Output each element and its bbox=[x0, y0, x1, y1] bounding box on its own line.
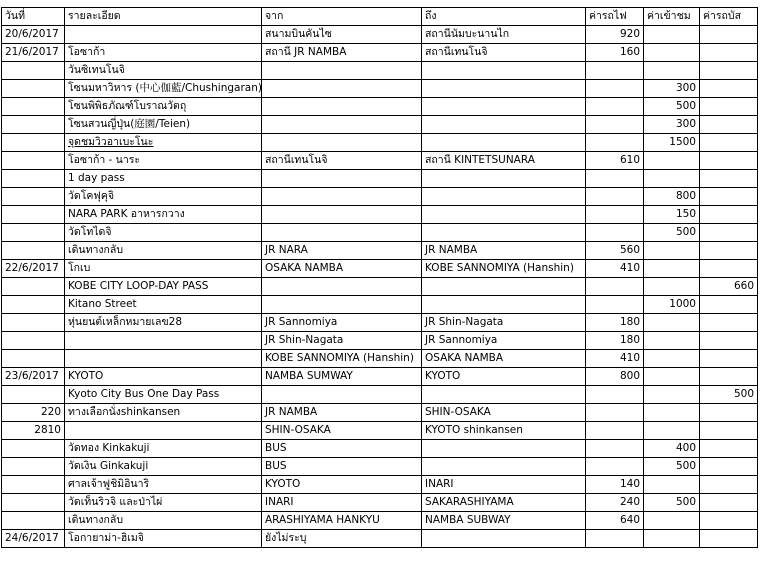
date-cell[interactable] bbox=[2, 314, 65, 332]
date-cell[interactable]: 24/6/2017 bbox=[2, 530, 65, 548]
to-cell[interactable]: NAMBA SUBWAY bbox=[422, 512, 586, 530]
table-row bbox=[2, 386, 758, 404]
bus-fare-cell[interactable] bbox=[700, 296, 758, 314]
date-cell[interactable] bbox=[2, 458, 65, 476]
admission-fee-cell[interactable] bbox=[644, 314, 700, 332]
date-cell[interactable]: 2810 bbox=[2, 422, 65, 440]
bus-fare-cell[interactable] bbox=[700, 188, 758, 206]
train-fare-cell[interactable]: 240 bbox=[586, 494, 644, 512]
date-cell[interactable]: 20/6/2017 bbox=[2, 26, 65, 44]
to-cell[interactable] bbox=[422, 80, 586, 98]
to-cell[interactable]: JR Shin-Nagata bbox=[422, 314, 586, 332]
from-cell[interactable] bbox=[262, 278, 422, 296]
bus-fare-cell[interactable] bbox=[700, 458, 758, 476]
admission-fee-cell[interactable] bbox=[644, 422, 700, 440]
detail-cell[interactable]: NARA PARK อาหารกวาง bbox=[65, 206, 262, 224]
admission-fee-cell[interactable] bbox=[644, 512, 700, 530]
table-row bbox=[2, 188, 758, 206]
bus-fare-cell[interactable] bbox=[700, 494, 758, 512]
table-row bbox=[2, 134, 758, 152]
date-cell[interactable] bbox=[2, 98, 65, 116]
bus-fare-cell[interactable] bbox=[700, 404, 758, 422]
train-fare-cell[interactable] bbox=[586, 440, 644, 458]
to-cell[interactable]: KYOTO bbox=[422, 368, 586, 386]
date-cell[interactable] bbox=[2, 332, 65, 350]
bus-fare-cell[interactable] bbox=[700, 116, 758, 134]
date-cell[interactable] bbox=[2, 512, 65, 530]
from-cell[interactable] bbox=[262, 80, 422, 98]
header-date[interactable]: วันที่ bbox=[2, 8, 65, 26]
admission-fee-cell[interactable] bbox=[644, 278, 700, 296]
bus-fare-cell[interactable] bbox=[700, 242, 758, 260]
date-cell[interactable] bbox=[2, 494, 65, 512]
admission-fee-cell[interactable] bbox=[644, 386, 700, 404]
date-cell[interactable] bbox=[2, 242, 65, 260]
date-cell[interactable] bbox=[2, 278, 65, 296]
detail-cell[interactable]: โอซาก้า bbox=[65, 44, 262, 62]
detail-cell[interactable]: โซนพิพิธภัณฑ์โบราณวัตถุ bbox=[65, 98, 262, 116]
admission-fee-cell[interactable] bbox=[644, 152, 700, 170]
detail-cell[interactable]: วัดเงิน Ginkakuji bbox=[65, 458, 262, 476]
date-cell[interactable] bbox=[2, 80, 65, 98]
detail-cell[interactable] bbox=[65, 422, 262, 440]
to-cell[interactable] bbox=[422, 170, 586, 188]
table-row bbox=[2, 152, 758, 170]
from-cell[interactable]: KOBE SANNOMIYA (Hanshin) bbox=[262, 350, 422, 368]
bus-fare-cell[interactable] bbox=[700, 26, 758, 44]
date-cell[interactable]: 21/6/2017 bbox=[2, 44, 65, 62]
to-cell[interactable]: สถานีนัมบะนานไก bbox=[422, 26, 586, 44]
train-fare-cell[interactable] bbox=[586, 134, 644, 152]
table-row bbox=[2, 80, 758, 98]
train-fare-cell[interactable] bbox=[586, 422, 644, 440]
to-cell[interactable] bbox=[422, 458, 586, 476]
table-row bbox=[2, 314, 758, 332]
to-cell[interactable] bbox=[422, 188, 586, 206]
table-row bbox=[2, 530, 758, 548]
train-fare-cell[interactable] bbox=[586, 206, 644, 224]
admission-fee-cell[interactable]: 1500 bbox=[644, 134, 700, 152]
bus-fare-cell[interactable] bbox=[700, 368, 758, 386]
header-from[interactable]: จาก bbox=[262, 8, 422, 26]
bus-fare-cell[interactable]: 660 bbox=[700, 278, 758, 296]
detail-cell[interactable]: 1 day pass bbox=[65, 170, 262, 188]
bus-fare-cell[interactable] bbox=[700, 170, 758, 188]
admission-fee-cell[interactable] bbox=[644, 62, 700, 80]
bus-fare-cell[interactable] bbox=[700, 530, 758, 548]
from-cell[interactable]: BUS bbox=[262, 458, 422, 476]
admission-fee-cell[interactable] bbox=[644, 368, 700, 386]
admission-fee-cell[interactable]: 500 bbox=[644, 224, 700, 242]
to-cell[interactable]: SAKARASHIYAMA bbox=[422, 494, 586, 512]
detail-cell[interactable]: ทางเลือกนั่งshinkansen bbox=[65, 404, 262, 422]
from-cell[interactable] bbox=[262, 62, 422, 80]
to-cell[interactable]: SHIN-OSAKA bbox=[422, 404, 586, 422]
date-cell[interactable] bbox=[2, 134, 65, 152]
bus-fare-cell[interactable] bbox=[700, 260, 758, 278]
train-fare-cell[interactable]: 610 bbox=[586, 152, 644, 170]
header-bus-fare[interactable]: ค่ารถบัส bbox=[700, 8, 758, 26]
train-fare-cell[interactable] bbox=[586, 224, 644, 242]
table-row bbox=[2, 44, 758, 62]
table-row bbox=[2, 98, 758, 116]
admission-fee-cell[interactable] bbox=[644, 170, 700, 188]
date-cell[interactable] bbox=[2, 62, 65, 80]
table-row bbox=[2, 422, 758, 440]
table-row bbox=[2, 512, 758, 530]
date-cell[interactable] bbox=[2, 116, 65, 134]
train-fare-cell[interactable] bbox=[586, 296, 644, 314]
itinerary-table bbox=[1, 7, 758, 548]
date-cell[interactable] bbox=[2, 188, 65, 206]
admission-fee-cell[interactable] bbox=[644, 242, 700, 260]
train-fare-cell[interactable]: 800 bbox=[586, 368, 644, 386]
from-cell[interactable]: JR Sannomiya bbox=[262, 314, 422, 332]
admission-fee-cell[interactable] bbox=[644, 260, 700, 278]
bus-fare-cell[interactable] bbox=[700, 440, 758, 458]
date-cell[interactable]: 23/6/2017 bbox=[2, 368, 65, 386]
to-cell[interactable] bbox=[422, 134, 586, 152]
to-cell[interactable]: สถานีเทนโนจิ bbox=[422, 44, 586, 62]
from-cell[interactable]: ARASHIYAMA HANKYU bbox=[262, 512, 422, 530]
header-detail[interactable]: รายละเอียด bbox=[65, 8, 262, 26]
train-fare-cell[interactable] bbox=[586, 530, 644, 548]
detail-cell[interactable]: โซนมหาวิหาร (中心伽藍/Chushingaran) bbox=[65, 80, 262, 98]
from-cell[interactable]: JR NARA bbox=[262, 242, 422, 260]
train-fare-cell[interactable] bbox=[586, 98, 644, 116]
to-cell[interactable] bbox=[422, 296, 586, 314]
table-row bbox=[2, 170, 758, 188]
to-cell[interactable]: OSAKA NAMBA bbox=[422, 350, 586, 368]
detail-cell[interactable]: โอซาก้า - นาระ bbox=[65, 152, 262, 170]
to-cell[interactable]: JR NAMBA bbox=[422, 242, 586, 260]
from-cell[interactable] bbox=[262, 170, 422, 188]
admission-fee-cell[interactable] bbox=[644, 26, 700, 44]
to-cell[interactable] bbox=[422, 386, 586, 404]
admission-fee-cell[interactable]: 800 bbox=[644, 188, 700, 206]
table-row bbox=[2, 404, 758, 422]
train-fare-cell[interactable] bbox=[586, 80, 644, 98]
admission-fee-cell[interactable] bbox=[644, 44, 700, 62]
table-row bbox=[2, 224, 758, 242]
detail-cell[interactable] bbox=[65, 350, 262, 368]
detail-cell[interactable]: วัดทอง Kinkakuji bbox=[65, 440, 262, 458]
detail-cell[interactable]: KYOTO bbox=[65, 368, 262, 386]
admission-fee-cell[interactable]: 150 bbox=[644, 206, 700, 224]
train-fare-cell[interactable]: 560 bbox=[586, 242, 644, 260]
table-row bbox=[2, 206, 758, 224]
date-cell[interactable] bbox=[2, 476, 65, 494]
table-row bbox=[2, 242, 758, 260]
to-cell[interactable] bbox=[422, 116, 586, 134]
from-cell[interactable] bbox=[262, 134, 422, 152]
detail-cell[interactable]: KOBE CITY LOOP-DAY PASS bbox=[65, 278, 262, 296]
bus-fare-cell[interactable] bbox=[700, 152, 758, 170]
admission-fee-cell[interactable]: 500 bbox=[644, 98, 700, 116]
to-cell[interactable]: JR Sannomiya bbox=[422, 332, 586, 350]
detail-cell[interactable]: โอกายาม่า-ฮิเมจิ bbox=[65, 530, 262, 548]
admission-fee-cell[interactable] bbox=[644, 350, 700, 368]
detail-cell[interactable]: โซนสวนญี่ปุ่น(庭園/Teien) bbox=[65, 116, 262, 134]
train-fare-cell[interactable]: 180 bbox=[586, 332, 644, 350]
detail-cell[interactable]: วัดเท็นริวจิ และป่าไผ่ bbox=[65, 494, 262, 512]
to-cell[interactable] bbox=[422, 530, 586, 548]
header-train-fare[interactable]: ค่ารถไฟ bbox=[586, 8, 644, 26]
detail-cell[interactable]: หุ่นยนต์เหล็กหมายเลข28 bbox=[65, 314, 262, 332]
from-cell[interactable]: KYOTO bbox=[262, 476, 422, 494]
train-fare-cell[interactable] bbox=[586, 278, 644, 296]
from-cell[interactable] bbox=[262, 98, 422, 116]
from-cell[interactable] bbox=[262, 188, 422, 206]
from-cell[interactable] bbox=[262, 224, 422, 242]
admission-fee-cell[interactable]: 300 bbox=[644, 80, 700, 98]
train-fare-cell[interactable] bbox=[586, 62, 644, 80]
from-cell[interactable]: สนามบินคันไซ bbox=[262, 26, 422, 44]
detail-cell[interactable]: Kitano Street bbox=[65, 296, 262, 314]
bus-fare-cell[interactable] bbox=[700, 98, 758, 116]
date-cell[interactable] bbox=[2, 350, 65, 368]
train-fare-cell[interactable]: 410 bbox=[586, 260, 644, 278]
detail-cell[interactable] bbox=[65, 26, 262, 44]
admission-fee-cell[interactable]: 1000 bbox=[644, 296, 700, 314]
train-fare-cell[interactable]: 640 bbox=[586, 512, 644, 530]
from-cell[interactable]: NAMBA SUMWAY bbox=[262, 368, 422, 386]
from-cell[interactable] bbox=[262, 296, 422, 314]
header-row bbox=[2, 8, 758, 26]
from-cell[interactable] bbox=[262, 386, 422, 404]
bus-fare-cell[interactable] bbox=[700, 512, 758, 530]
date-cell[interactable] bbox=[2, 296, 65, 314]
admission-fee-cell[interactable]: 500 bbox=[644, 494, 700, 512]
date-cell[interactable]: 22/6/2017 bbox=[2, 260, 65, 278]
detail-cell[interactable]: Kyoto City Bus One Day Pass bbox=[65, 386, 262, 404]
train-fare-cell[interactable] bbox=[586, 170, 644, 188]
bus-fare-cell[interactable] bbox=[700, 62, 758, 80]
date-cell[interactable]: 220 bbox=[2, 404, 65, 422]
date-cell[interactable] bbox=[2, 152, 65, 170]
to-cell[interactable] bbox=[422, 224, 586, 242]
bus-fare-cell[interactable] bbox=[700, 134, 758, 152]
admission-fee-cell[interactable]: 500 bbox=[644, 458, 700, 476]
detail-cell[interactable]: เดินทางกลับ bbox=[65, 512, 262, 530]
train-fare-cell[interactable]: 180 bbox=[586, 314, 644, 332]
to-cell[interactable] bbox=[422, 98, 586, 116]
bus-fare-cell[interactable] bbox=[700, 350, 758, 368]
from-cell[interactable]: OSAKA NAMBA bbox=[262, 260, 422, 278]
date-cell[interactable] bbox=[2, 224, 65, 242]
detail-cell[interactable]: โกเบ bbox=[65, 260, 262, 278]
admission-fee-cell[interactable]: 300 bbox=[644, 116, 700, 134]
date-cell[interactable] bbox=[2, 170, 65, 188]
train-fare-cell[interactable] bbox=[586, 188, 644, 206]
from-cell[interactable] bbox=[262, 206, 422, 224]
admission-fee-cell[interactable] bbox=[644, 404, 700, 422]
from-cell[interactable]: BUS bbox=[262, 440, 422, 458]
bus-fare-cell[interactable] bbox=[700, 422, 758, 440]
table-row bbox=[2, 26, 758, 44]
from-cell[interactable]: JR NAMBA bbox=[262, 404, 422, 422]
to-cell[interactable]: สถานี KINTETSUNARA bbox=[422, 152, 586, 170]
detail-cell[interactable]: วันซิเทนโนจิ bbox=[65, 62, 262, 80]
bus-fare-cell[interactable] bbox=[700, 332, 758, 350]
from-cell[interactable]: INARI bbox=[262, 494, 422, 512]
table-row bbox=[2, 332, 758, 350]
detail-cell[interactable]: วัดโคฟุคุจิ bbox=[65, 188, 262, 206]
admission-fee-cell[interactable] bbox=[644, 332, 700, 350]
from-cell[interactable]: SHIN-OSAKA bbox=[262, 422, 422, 440]
train-fare-cell[interactable]: 140 bbox=[586, 476, 644, 494]
to-cell[interactable] bbox=[422, 440, 586, 458]
table-row bbox=[2, 476, 758, 494]
table-row bbox=[2, 116, 758, 134]
header-to[interactable]: ถึง bbox=[422, 8, 586, 26]
to-cell[interactable] bbox=[422, 278, 586, 296]
from-cell[interactable]: JR Shin-Nagata bbox=[262, 332, 422, 350]
train-fare-cell[interactable] bbox=[586, 458, 644, 476]
table-row bbox=[2, 440, 758, 458]
admission-fee-cell[interactable] bbox=[644, 530, 700, 548]
detail-cell[interactable]: เดินทางกลับ bbox=[65, 242, 262, 260]
from-cell[interactable] bbox=[262, 116, 422, 134]
date-cell[interactable] bbox=[2, 206, 65, 224]
table-row bbox=[2, 260, 758, 278]
date-cell[interactable] bbox=[2, 386, 65, 404]
table-row bbox=[2, 296, 758, 314]
train-fare-cell[interactable]: 920 bbox=[586, 26, 644, 44]
table-row bbox=[2, 278, 758, 296]
bus-fare-cell[interactable] bbox=[700, 224, 758, 242]
train-fare-cell[interactable] bbox=[586, 386, 644, 404]
to-cell[interactable] bbox=[422, 62, 586, 80]
admission-fee-cell[interactable] bbox=[644, 476, 700, 494]
admission-fee-cell[interactable]: 400 bbox=[644, 440, 700, 458]
table-row bbox=[2, 368, 758, 386]
train-fare-cell[interactable]: 160 bbox=[586, 44, 644, 62]
header-admission-fee[interactable]: ค่าเข้าชม bbox=[644, 8, 700, 26]
from-cell[interactable]: ยังไม่ระบุ bbox=[262, 530, 422, 548]
table-row bbox=[2, 62, 758, 80]
bus-fare-cell[interactable] bbox=[700, 314, 758, 332]
table-row bbox=[2, 458, 758, 476]
detail-cell[interactable] bbox=[65, 332, 262, 350]
train-fare-cell[interactable] bbox=[586, 404, 644, 422]
to-cell[interactable] bbox=[422, 206, 586, 224]
bus-fare-cell[interactable] bbox=[700, 44, 758, 62]
bus-fare-cell[interactable] bbox=[700, 476, 758, 494]
table-row bbox=[2, 350, 758, 368]
train-fare-cell[interactable] bbox=[586, 116, 644, 134]
bus-fare-cell[interactable] bbox=[700, 80, 758, 98]
train-fare-cell[interactable]: 410 bbox=[586, 350, 644, 368]
to-cell[interactable]: KYOTO shinkansen bbox=[422, 422, 586, 440]
bus-fare-cell[interactable]: 500 bbox=[700, 386, 758, 404]
detail-cell[interactable]: ศาลเจ้าฟูชิมิอินาริ bbox=[65, 476, 262, 494]
detail-cell[interactable]: จุดชมวิวอาเบะโนะ bbox=[65, 134, 262, 152]
bus-fare-cell[interactable] bbox=[700, 206, 758, 224]
to-cell[interactable]: INARI bbox=[422, 476, 586, 494]
table-row bbox=[2, 494, 758, 512]
detail-cell[interactable]: วัดโทไดจิ bbox=[65, 224, 262, 242]
date-cell[interactable] bbox=[2, 440, 65, 458]
from-cell[interactable]: สถานีเทนโนจิ bbox=[262, 152, 422, 170]
from-cell[interactable]: สถานี JR NAMBA bbox=[262, 44, 422, 62]
to-cell[interactable]: KOBE SANNOMIYA (Hanshin) bbox=[422, 260, 586, 278]
